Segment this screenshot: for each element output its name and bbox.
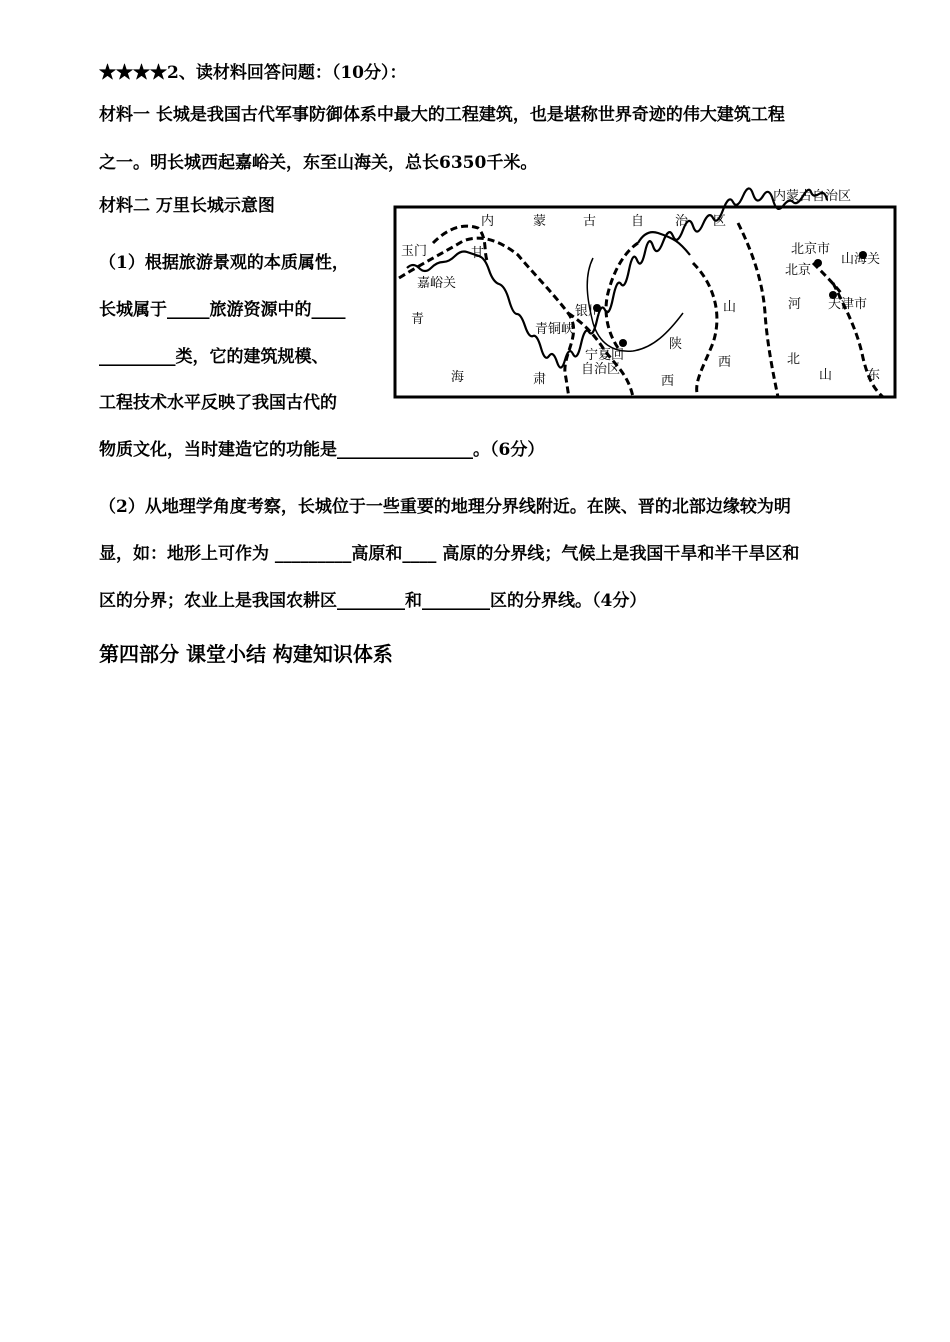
province-char: 西	[661, 374, 675, 389]
place-yumen: 玉门	[401, 244, 428, 259]
province-char: 海	[451, 370, 465, 385]
place-ningxia: 宁夏回	[585, 348, 625, 363]
province-char: 西	[718, 355, 732, 370]
province-char: 东	[867, 368, 881, 383]
place-beijing: 北京	[785, 263, 812, 278]
part2-line2: 显，如：地形上可作为 _________高原和____ 高原的分界线；气候上是我国干旱和半干旱区和	[99, 544, 800, 564]
place-beijingshi: 北京市	[791, 242, 831, 257]
province-char: 河	[788, 297, 802, 312]
part1-line3: _________类，它的建筑规模、	[99, 347, 329, 367]
place-gan: 甘	[471, 246, 485, 261]
map-region-char: 区	[713, 214, 727, 229]
material-one-line1: 材料一 长城是我国古代军事防御体系中最大的工程建筑，也是堪称世界奇迹的伟大建筑工程	[99, 105, 785, 125]
beijing-dot	[814, 259, 822, 267]
material-one-line2: 之一。明长城西起嘉峪关，东至山海关，总长6350千米。	[99, 153, 538, 173]
province-char: 山	[819, 368, 833, 383]
map-region-char: 古	[583, 214, 597, 229]
place-shanhaiguan: 山海关	[841, 252, 881, 267]
place-yinchuan: 银川	[575, 304, 602, 319]
map-region-char: 治	[675, 214, 689, 229]
part2-line3: 区的分界；农业上是我国农耕区________和________区的分界线。（4分）	[99, 591, 647, 611]
place-tianjinshi: 天津市	[828, 297, 868, 312]
province-char: 肃	[533, 372, 547, 387]
map-top-label: 内蒙古自治区	[773, 189, 852, 204]
part1-line5: 物质文化，当时建造它的功能是________________。（6分）	[99, 440, 545, 460]
place-qingtongxia: 青铜峡	[535, 322, 575, 337]
part1-line1: （1）根据旅游景观的本质属性，	[99, 253, 349, 273]
great-wall-map	[393, 183, 903, 401]
part1-line2: 长城属于_____旅游资源中的____	[99, 300, 346, 320]
map-region-char: 自	[631, 214, 645, 229]
place-zizhiqu: 自治区	[581, 362, 621, 377]
material-two-label: 材料二 万里长城示意图	[99, 196, 275, 216]
province-char: 山	[723, 300, 737, 315]
section-heading: 第四部分 课堂小结 构建知识体系	[99, 642, 393, 666]
question-title: ★★★★2、读材料回答问题：（10分）：	[99, 63, 407, 83]
ningxia-dot	[619, 339, 627, 347]
map-region-char: 蒙	[533, 214, 547, 229]
part2-line1: （2）从地理学角度考察，长城位于一些重要的地理分界线附近。在陕、晋的北部边缘较为明	[99, 497, 791, 517]
place-jiayuguan: 嘉峪关	[417, 276, 457, 291]
part1-line4: 工程技术水平反映了我国古代的	[99, 393, 337, 413]
province-char: 北	[787, 352, 801, 367]
map-region-char: 内	[481, 214, 495, 229]
province-char: 青	[411, 312, 425, 327]
province-char: 陕	[669, 337, 683, 352]
